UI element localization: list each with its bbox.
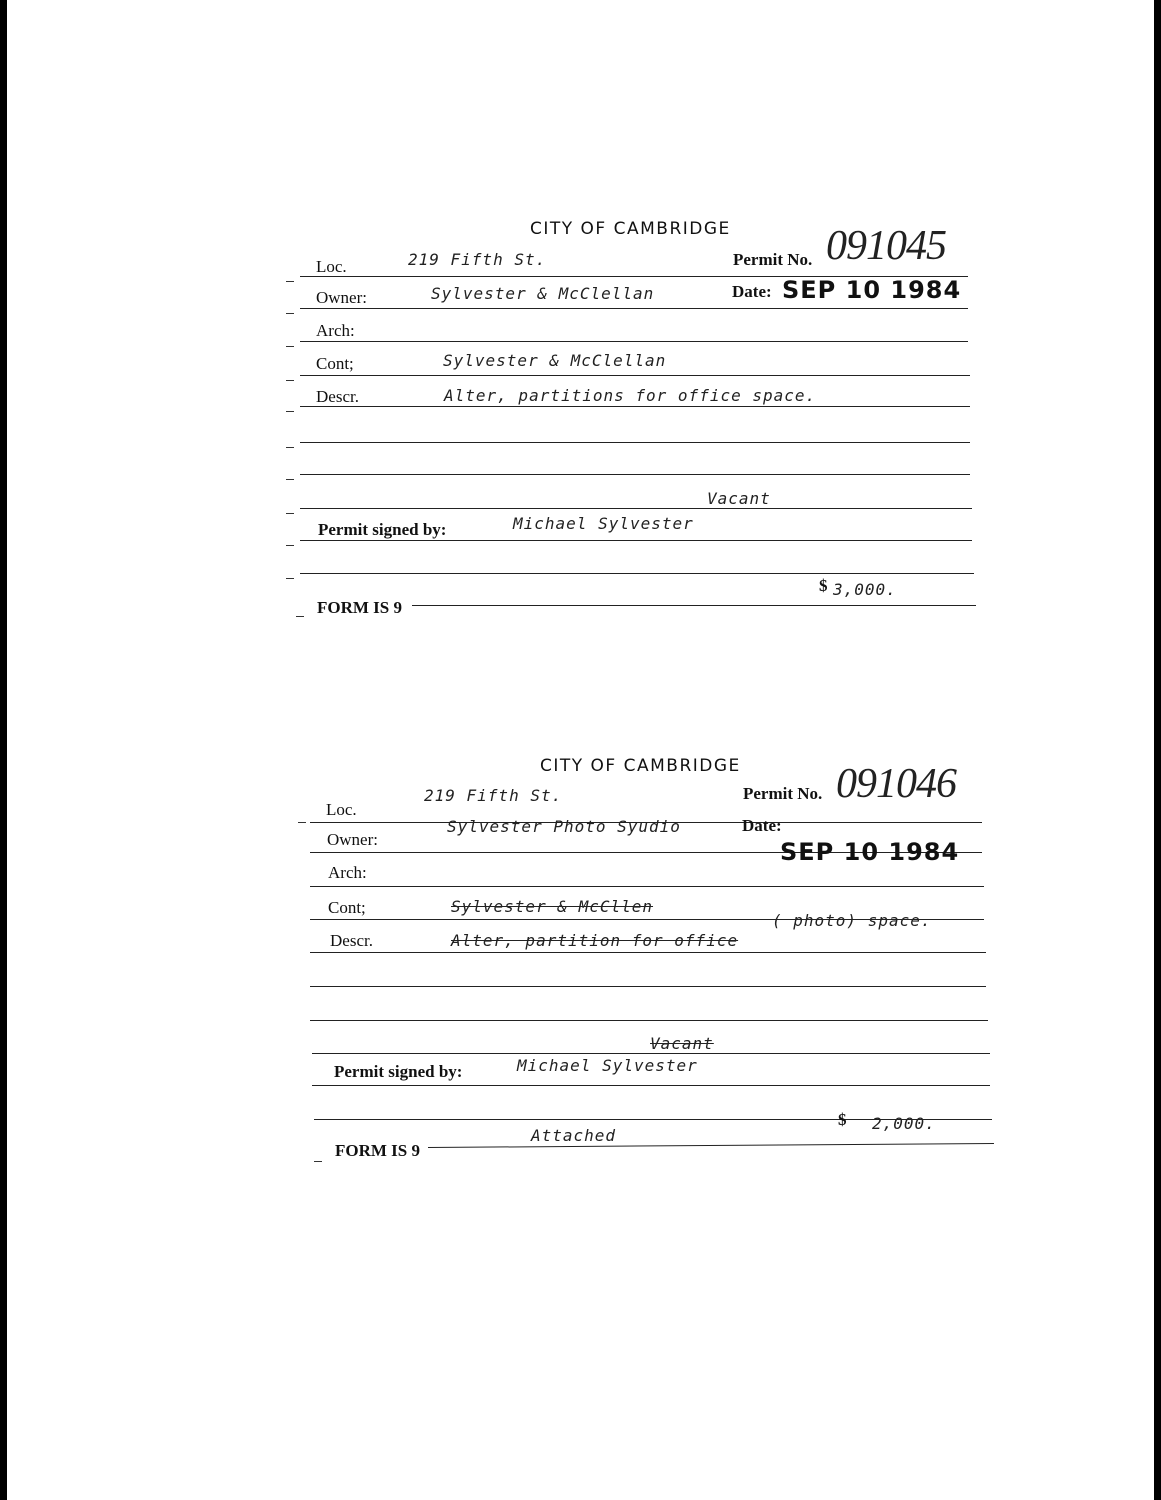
form-label: FORM IS 9 (317, 598, 402, 617)
loc-label: Loc. (326, 800, 357, 819)
arch-label: Arch: (328, 863, 367, 882)
date-stamp: SEP 10 1984 (780, 838, 960, 866)
card-title: CITY OF CAMBRIDGE (530, 219, 731, 239)
vacant-note: Vacant (707, 489, 771, 508)
cont-label: Cont; (316, 354, 354, 373)
date-label: Date: (732, 282, 772, 301)
dollar-sign: $ (838, 1110, 847, 1129)
margin-tick (298, 822, 306, 823)
amount-value: 2,000. (872, 1114, 936, 1133)
loc-label: Loc. (316, 257, 347, 276)
rule (312, 1085, 990, 1086)
amount-value: 3,000. (833, 580, 897, 599)
signed-by-value: Michael Sylvester (517, 1056, 698, 1075)
cont-value: Sylvester & McClellan (443, 351, 667, 370)
form-label: FORM IS 9 (335, 1141, 420, 1160)
dollar-sign: $ (819, 576, 828, 595)
cont-value: Sylvester & McCllen (451, 897, 654, 916)
form-note-value: Attached (531, 1126, 617, 1145)
rule (310, 1020, 988, 1021)
rule (428, 1143, 994, 1148)
owner-value: Sylvester & McClellan (431, 284, 655, 303)
loc-value: 219 Fifth St. (424, 786, 563, 805)
descr-insert: ( photo) space. (772, 911, 932, 930)
rule (310, 986, 986, 987)
date-label: Date: (742, 816, 782, 835)
permit-no-label: Permit No. (733, 250, 813, 269)
arch-label: Arch: (316, 321, 355, 340)
card-title: CITY OF CAMBRIDGE (540, 756, 741, 776)
descr-label: Descr. (330, 931, 373, 950)
descr-label: Descr. (316, 387, 359, 406)
vacant-note: Vacant (650, 1034, 714, 1053)
permit-number-handwritten: 091045 (826, 223, 946, 269)
rule (310, 952, 986, 953)
signed-by-label: Permit signed by: (318, 520, 447, 539)
signed-by-value: Michael Sylvester (513, 514, 694, 533)
rule (310, 886, 984, 887)
signed-by-label: Permit signed by: (334, 1062, 463, 1081)
permit-number-handwritten: 091046 (836, 761, 956, 807)
descr-value: Alter, partitions for office space. (444, 386, 817, 405)
owner-label: Owner: (327, 830, 378, 849)
descr-value: Alter, partition for office (451, 931, 739, 950)
owner-value: Sylvester Photo Syudio (447, 817, 681, 836)
rule (312, 1053, 990, 1054)
date-stamp: SEP 10 1984 (782, 276, 962, 304)
owner-label: Owner: (316, 288, 367, 307)
loc-value: 219 Fifth St. (408, 250, 547, 269)
margin-tick (314, 1161, 322, 1162)
cont-label: Cont; (328, 898, 366, 917)
permit-no-label: Permit No. (743, 784, 823, 803)
